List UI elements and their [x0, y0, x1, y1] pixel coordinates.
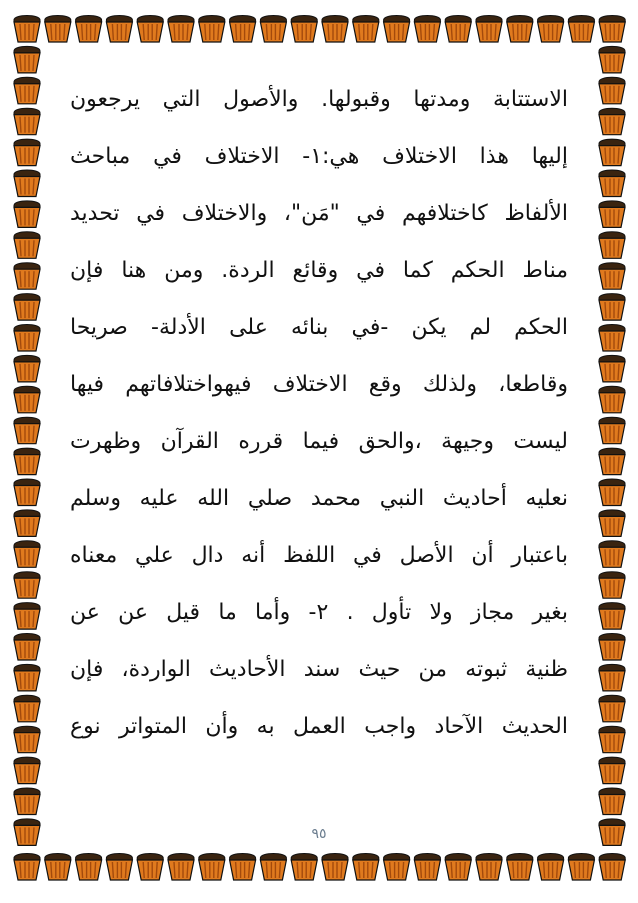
cupcake-icon — [14, 325, 40, 352]
cupcake-icon — [14, 726, 40, 753]
cupcake-icon — [76, 854, 102, 881]
cupcake-icon — [260, 16, 286, 43]
cupcake-icon — [14, 355, 40, 382]
cupcake-icon — [568, 854, 594, 881]
border-left-column — [14, 46, 40, 845]
cupcake-icon — [14, 386, 40, 413]
cupcake-icon — [507, 854, 533, 881]
cupcake-icon — [599, 695, 625, 722]
cupcake-icon — [76, 16, 102, 43]
cupcake-icon — [14, 510, 40, 537]
cupcake-icon — [230, 854, 256, 881]
cupcake-icon — [106, 16, 132, 43]
text-line-6: وقاطعا، ولذلك وقع الاختلاف فيهواختلافاتهم فيها — [70, 372, 568, 397]
text-line-2: إليها هذا الاختلاف هي:١- الاختلاف في مباحث — [70, 144, 568, 169]
cupcake-icon — [599, 417, 625, 444]
cupcake-icon — [599, 77, 625, 104]
cupcake-icon — [137, 16, 163, 43]
cupcake-icon — [538, 16, 564, 43]
cupcake-icon — [445, 16, 471, 43]
cupcake-icon — [14, 46, 40, 73]
border-bottom-row — [14, 854, 625, 881]
cupcake-icon — [599, 46, 625, 73]
cupcake-icon — [291, 16, 317, 43]
cupcake-icon — [14, 479, 40, 506]
cupcake-icon — [599, 479, 625, 506]
text-line-4: مناط الحكم كما في وقائع الردة. ومن هنا فإن — [70, 258, 568, 283]
cupcake-icon — [137, 854, 163, 881]
cupcake-icon — [45, 854, 71, 881]
border-right-column — [599, 46, 625, 845]
cupcake-icon — [599, 788, 625, 815]
text-line-12: الحديث الآحاد واجب العمل به وأن المتواتر نوع — [70, 714, 568, 739]
cupcake-icon — [14, 108, 40, 135]
cupcake-icon — [353, 16, 379, 43]
text-line-3: الألفاظ كاختلافهم في "مَن"، والاختلاف في تحديد — [70, 201, 568, 226]
text-line-11: ظنية ثبوته من حيث سند الأحاديث الواردة، فإن — [70, 657, 568, 682]
cupcake-icon — [599, 448, 625, 475]
cupcake-icon — [414, 854, 440, 881]
cupcake-icon — [14, 417, 40, 444]
cupcake-icon — [260, 854, 286, 881]
cupcake-icon — [507, 16, 533, 43]
cupcake-icon — [14, 572, 40, 599]
cupcake-icon — [168, 16, 194, 43]
cupcake-icon — [230, 16, 256, 43]
cupcake-icon — [322, 854, 348, 881]
cupcake-icon — [599, 634, 625, 661]
cupcake-icon — [599, 263, 625, 290]
cupcake-icon — [14, 448, 40, 475]
page-number: ٩٥ — [311, 826, 327, 842]
cupcake-icon — [14, 664, 40, 691]
cupcake-icon — [599, 139, 625, 166]
cupcake-icon — [14, 788, 40, 815]
cupcake-icon — [599, 854, 625, 881]
cupcake-icon — [14, 603, 40, 630]
cupcake-icon — [599, 510, 625, 537]
cupcake-icon — [599, 201, 625, 228]
cupcake-icon — [14, 170, 40, 197]
cupcake-icon — [599, 386, 625, 413]
cupcake-icon — [599, 664, 625, 691]
cupcake-icon — [599, 572, 625, 599]
cupcake-icon — [45, 16, 71, 43]
cupcake-icon — [14, 232, 40, 258]
cupcake-icon — [568, 16, 594, 43]
cupcake-icon — [106, 854, 132, 881]
cupcake-icon — [476, 16, 502, 43]
cupcake-icon — [445, 854, 471, 881]
cupcake-icon — [14, 634, 40, 661]
cupcake-icon — [599, 294, 625, 321]
border-top-row — [14, 16, 625, 43]
cupcake-icon — [599, 325, 625, 352]
cupcake-icon — [384, 854, 410, 881]
text-line-7: ليست وجيهة ،والحق فيما قرره القرآن وظهرت — [70, 429, 568, 454]
cupcake-icon — [384, 16, 410, 43]
cupcake-icon — [291, 854, 317, 881]
cupcake-icon — [14, 757, 40, 784]
cupcake-icon — [599, 726, 625, 753]
cupcake-icon — [599, 232, 625, 258]
cupcake-icon — [168, 854, 194, 881]
cupcake-icon — [14, 77, 40, 104]
text-line-1: الاستتابة ومدتها وقبولها. والأصول التي يرجعون — [70, 87, 568, 112]
text-line-5: الحكم لم يكن -في بنائه على الأدلة- صريحا — [70, 315, 568, 340]
cupcake-icon — [599, 108, 625, 135]
cupcake-icon — [599, 355, 625, 382]
cupcake-icon — [322, 16, 348, 43]
text-line-8: نعليه أحاديث النبي محمد صلي الله عليه وسلم — [70, 486, 568, 511]
cupcake-icon — [599, 603, 625, 630]
cupcake-icon — [14, 139, 40, 166]
cupcake-icon — [353, 854, 379, 881]
cupcake-icon — [599, 16, 625, 43]
cupcake-icon — [538, 854, 564, 881]
cupcake-icon — [199, 854, 225, 881]
cupcake-icon — [199, 16, 225, 43]
body-text — [70, 70, 568, 830]
cupcake-icon — [476, 854, 502, 881]
cupcake-icon — [14, 263, 40, 290]
cupcake-icon — [14, 294, 40, 321]
cupcake-icon — [414, 16, 440, 43]
text-line-9: باعتبار أن الأصل في اللفظ أنه دال علي معناه — [70, 543, 568, 568]
cupcake-icon — [599, 170, 625, 197]
cupcake-icon — [14, 695, 40, 722]
cupcake-icon — [14, 541, 40, 568]
cupcake-icon — [599, 757, 625, 784]
cupcake-icon — [14, 854, 40, 881]
cupcake-icon — [14, 201, 40, 228]
cupcake-icon — [14, 16, 40, 43]
cupcake-icon — [599, 541, 625, 568]
text-line-10: بغير مجاز ولا تأول . ٢- وأما ما قيل عن عن — [70, 600, 568, 625]
